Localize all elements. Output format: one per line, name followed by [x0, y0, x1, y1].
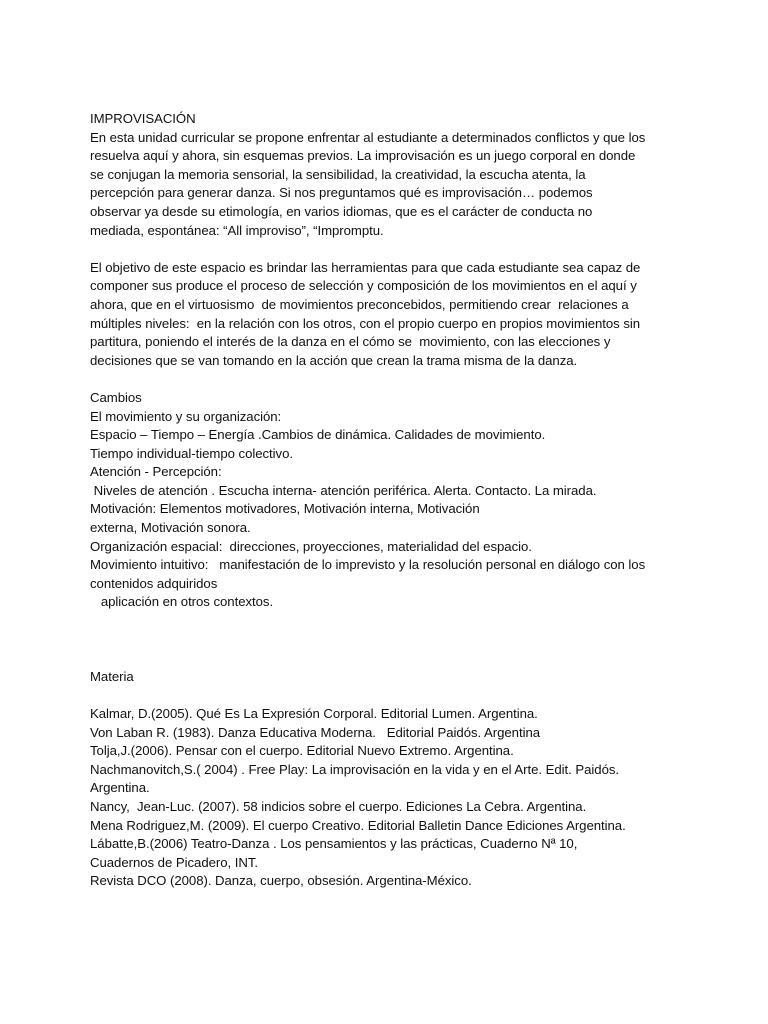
paragraph-spacer — [90, 649, 690, 668]
bibliography-line: Lábatte,B.(2006) Teatro-Danza . Los pensamientos y las prácticas, Cuaderno Nª 10, — [90, 836, 578, 852]
cambios-line: contenidos adquiridos — [90, 575, 218, 591]
section-heading-materia: Materia — [90, 668, 134, 684]
intro-line: se conjugan la memoria sensorial, la sensibilidad, la creatividad, la escucha atenta, la — [90, 166, 586, 182]
objective-line: componer sus produce el proceso de selección y composición de los movimientos en el aquí y — [90, 278, 637, 294]
bibliography-line: Tolja,J.(2006). Pensar con el cuerpo. Editorial Nuevo Extremo. Argentina. — [90, 743, 514, 759]
bibliography-list — [90, 705, 690, 891]
intro-line: En esta unidad curricular se propone enfrentar al estudiante a determinados conflictos y que los — [90, 129, 646, 145]
objective-paragraph — [90, 259, 690, 371]
section-heading-cambios: Cambios — [90, 389, 142, 405]
cambios-line: Organización espacial: direcciones, proyecciones, materialidad del espacio. — [90, 538, 532, 554]
bibliography-line: Kalmar, D.(2005). Qué Es La Expresión Corporal. Editorial Lumen. Argentina. — [90, 706, 538, 721]
intro-line: observar ya desde su etimología, en varios idiomas, que es el carácter de conducta no — [90, 203, 593, 219]
document-title: IMPROVISACIÓN — [90, 111, 196, 126]
cambios-line: El movimiento y su organización: — [90, 408, 282, 424]
cambios-line: Tiempo individual-tiempo colectivo. — [90, 445, 293, 461]
cambios-line: externa, Motivación sonora. — [90, 520, 251, 536]
cambios-line: Niveles de atención . Escucha interna- atención periférica. Alerta. Contacto. La mirada. — [90, 482, 597, 498]
bibliography-line: Revista DCO (2008). Danza, cuerpo, obsesión. Argentina-México. — [90, 873, 472, 889]
paragraph-spacer — [90, 686, 690, 705]
bibliography-line: Nancy, Jean-Luc. (2007). 58 indicios sobre el cuerpo. Ediciones La Cebra. Argentina. — [90, 798, 587, 814]
intro-line: resuelva aquí y ahora, sin esquemas previos. La improvisación es un juego corporal en donde — [90, 148, 636, 164]
document-body — [90, 110, 690, 891]
objective-line: partitura, poniendo el interés de la danza en el cómo se movimiento, con las elecciones y — [90, 334, 611, 350]
bibliography-line: Nachmanovitch,S.( 2004) . Free Play: La improvisación en la vida y en el Arte. Edit. Paidós. — [90, 761, 620, 777]
bibliography-line: Argentina. — [90, 780, 150, 796]
cambios-line: Espacio – Tiempo – Energía .Cambios de dinámica. Calidades de movimiento. — [90, 427, 546, 443]
intro-line: percepción para generar danza. Si nos preguntamos qué es improvisación… podemos — [90, 185, 593, 201]
cambios-list — [90, 408, 690, 613]
intro-line: mediada, espontánea: “All improviso”, “Impromptu. — [90, 222, 384, 238]
bibliography-line: Von Laban R. (1983). Danza Educativa Moderna. Editorial Paidós. Argentina — [90, 724, 541, 740]
paragraph-spacer — [90, 612, 690, 631]
bibliography-line: Mena Rodriguez,M. (2009). El cuerpo Creativo. Editorial Balletin Dance Ediciones Argentina. — [90, 817, 626, 833]
intro-paragraph — [90, 129, 690, 241]
bibliography-line: Cuadernos de Picadero, INT. — [90, 854, 258, 870]
paragraph-spacer — [90, 370, 690, 389]
objective-line: múltiples niveles: en la relación con los otros, con el propio cuerpo en propios movimientos sin — [90, 315, 641, 331]
objective-line: El objetivo de este espacio es brindar las herramientas para que cada estudiante sea capaz de — [90, 259, 641, 275]
cambios-line: Movimiento intuitivo: manifestación de lo imprevisto y la resolución personal en diálogo con los — [90, 557, 646, 573]
paragraph-spacer — [90, 631, 690, 650]
objective-line: ahora, que en el virtuosismo de movimientos preconcebidos, permitiendo crear relaciones a — [90, 296, 629, 312]
objective-line: decisiones que se van tomando en la acción que crean la trama misma de la danza. — [90, 352, 578, 368]
cambios-line: Motivación: Elementos motivadores, Motivación interna, Motivación — [90, 501, 480, 517]
paragraph-spacer — [90, 240, 690, 259]
cambios-line: Atención - Percepción: — [90, 464, 222, 480]
cambios-line: aplicación en otros contextos. — [90, 594, 274, 610]
